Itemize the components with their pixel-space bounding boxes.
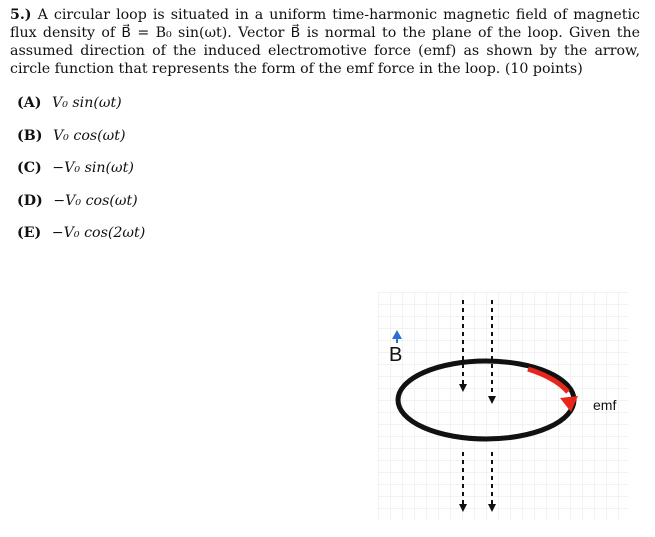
choice-a[interactable] — [17, 94, 145, 127]
grid-background — [378, 292, 628, 520]
loop-diagram-svg — [378, 292, 628, 520]
choice-d[interactable] — [17, 192, 145, 225]
choice-expression: −V₀ cos(ωt) — [53, 192, 138, 209]
emf-label: emf — [593, 397, 617, 413]
choice-letter: (D) — [17, 192, 43, 209]
choice-letter: (E) — [17, 225, 42, 241]
question-number: 5.) — [10, 7, 32, 23]
choice-letter: (C) — [17, 160, 42, 176]
choice-b[interactable] — [17, 127, 145, 160]
choice-letter: (A) — [17, 95, 42, 111]
answer-choices — [17, 94, 145, 257]
question-body: A circular loop is situated in a uniform time-harmonic magnetic field of magnetic flux density of B⃗ = B₀ sin(ωt). Vector B⃗ is normal to the plane of the loop. Given the assumed direction of the induced electromotive force (emf) as shown by the arrow, circle function that represents the form of the emf force in the loop. (10 points) — [10, 7, 640, 77]
question-text-block — [10, 6, 640, 78]
choice-c[interactable] — [17, 159, 145, 192]
choice-expression: −V₀ cos(2ωt) — [51, 225, 146, 241]
loop-figure — [378, 292, 628, 520]
b-field-label: B — [389, 344, 403, 366]
choice-expression: V₀ cos(ωt) — [52, 127, 126, 144]
choice-expression: V₀ sin(ωt) — [51, 95, 122, 111]
choice-e[interactable] — [17, 224, 145, 257]
choice-letter: (B) — [17, 127, 43, 144]
choice-expression: −V₀ sin(ωt) — [52, 160, 134, 176]
